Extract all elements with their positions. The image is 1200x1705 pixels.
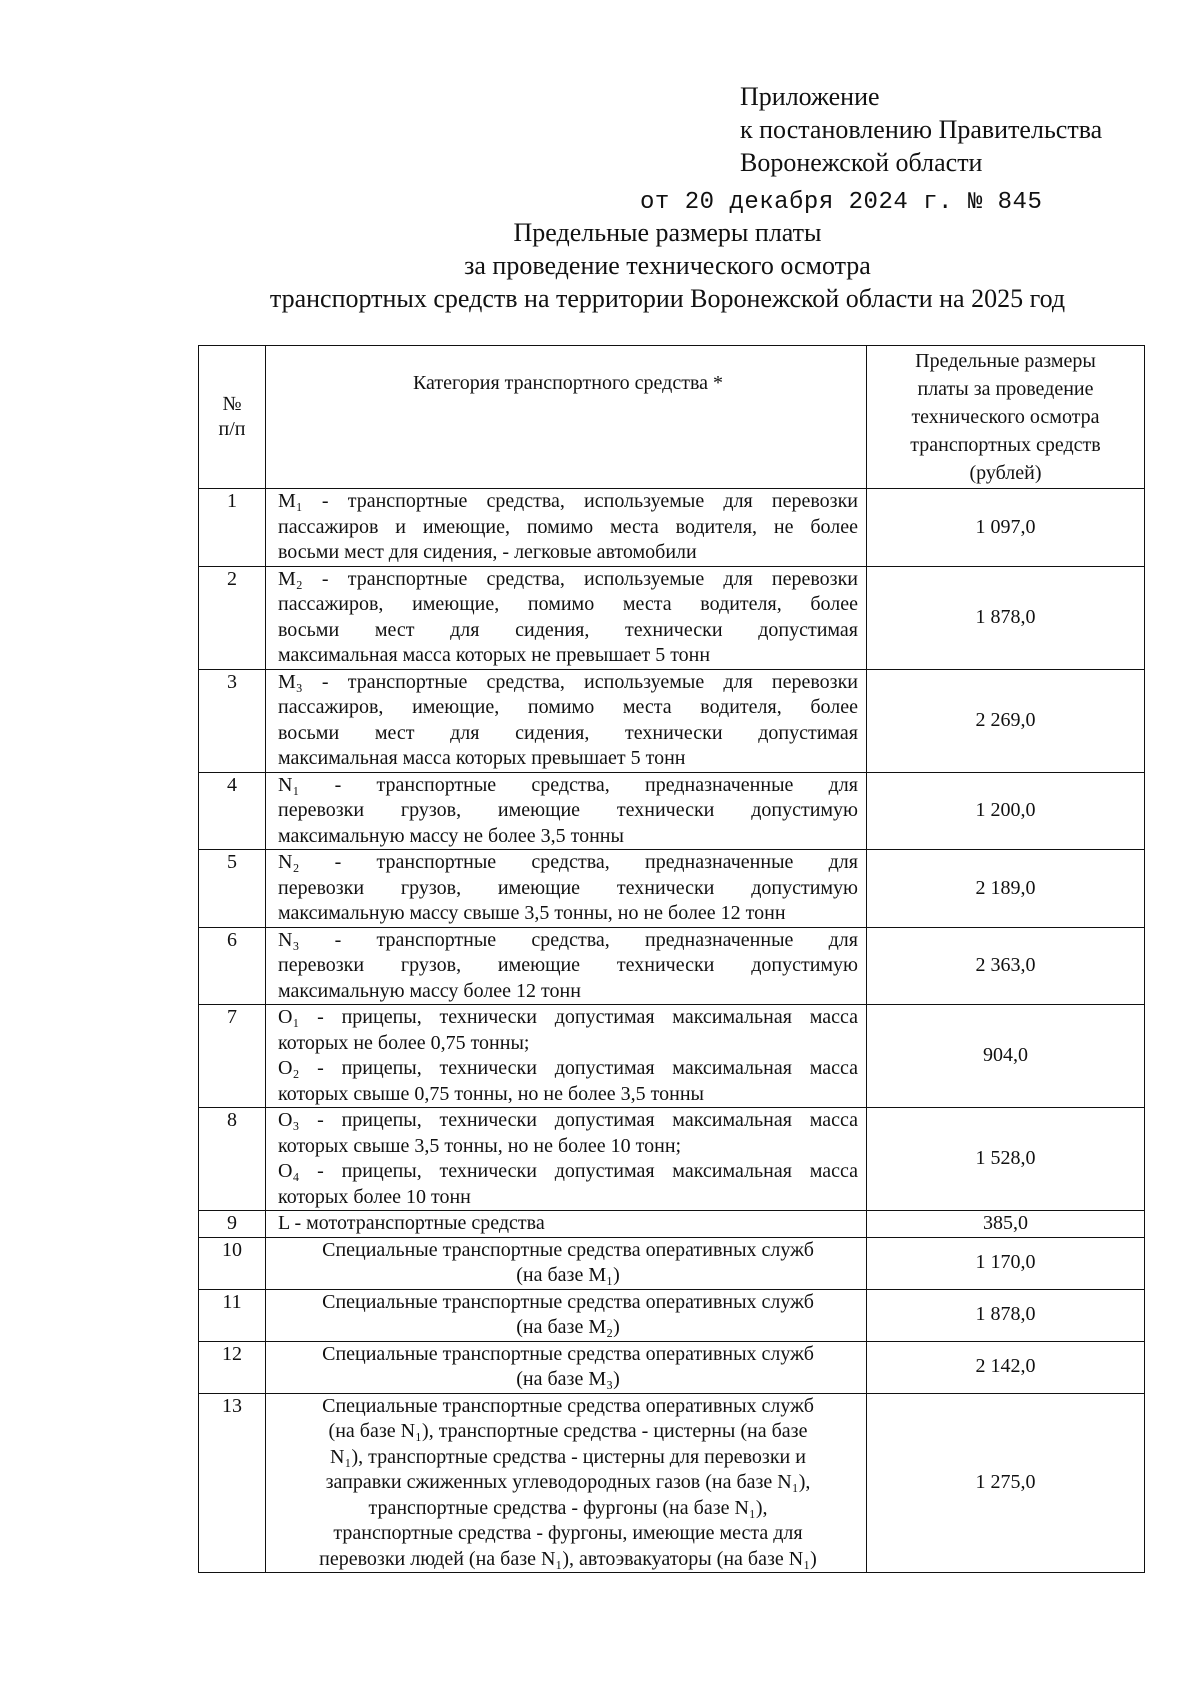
category-line: перевозки грузов, имеющие технически допустимую <box>278 799 858 821</box>
category-line: пассажиров и имеющие, помимо места водителя, не более <box>278 515 858 538</box>
header-price-line: технического осмотра <box>911 406 1100 428</box>
title-line: транспортных средств на территории Воронежской области на 2025 год <box>269 284 1066 313</box>
table-row <box>199 1211 1145 1238</box>
table-row <box>199 927 1145 1005</box>
category-line: перевозки грузов, имеющие технически допустимую <box>278 954 858 976</box>
row-price: 385,0 <box>867 1211 1145 1238</box>
row-number: 2 <box>199 566 266 669</box>
category-line: N₂ - транспортные средства, предназначенные для <box>278 851 858 873</box>
category-line: N₃ - транспортные средства, предназначенные для <box>278 928 858 951</box>
category-line: Специальные транспортные средства оперативных служб <box>322 1394 814 1417</box>
table-row <box>199 1108 1145 1211</box>
decree-date-number: от 20 декабря 2024 г. № 845 <box>640 189 1043 216</box>
row-price: 1 878,0 <box>867 566 1145 669</box>
row-category <box>266 850 867 928</box>
category-line: N₁), транспортные средства - цистерны для перевозки и <box>330 1445 806 1468</box>
table-row <box>199 1005 1145 1108</box>
category-line: O₂ - прицепы, технически допустимая максимальная масса <box>278 1057 858 1079</box>
header-number <box>199 346 266 489</box>
category-line: (на базе M₂) <box>516 1316 620 1338</box>
row-number: 13 <box>199 1393 266 1573</box>
category-line: пассажиров, имеющие, помимо места водителя, более <box>278 696 858 718</box>
appendix-line: Воронежской области <box>740 148 983 177</box>
row-number: 8 <box>199 1108 266 1211</box>
row-price: 2 363,0 <box>867 927 1145 1005</box>
row-category <box>266 772 867 850</box>
header-number-line: п/п <box>218 418 246 440</box>
row-category <box>266 1237 867 1289</box>
category-line: максимальная масса которых превышает 5 тонн <box>278 747 686 769</box>
row-price: 904,0 <box>867 1005 1145 1108</box>
row-category <box>266 1289 867 1341</box>
header-category <box>266 346 867 489</box>
row-price: 2 142,0 <box>867 1341 1145 1393</box>
category-line: заправки сжиженных углеводородных газов (на базе N₁), <box>325 1471 811 1493</box>
row-price: 1 170,0 <box>867 1237 1145 1289</box>
title-line: Предельные размеры платы <box>513 218 822 247</box>
row-category <box>266 669 867 772</box>
category-line: восьми мест для сидения, технически допустимая <box>278 721 858 744</box>
category-line: транспортные средства - фургоны (на базе N₁), <box>368 1496 768 1519</box>
category-line: M₁ - транспортные средства, используемые для перевозки <box>278 490 858 512</box>
row-category <box>266 1108 867 1211</box>
appendix-block <box>740 80 1102 179</box>
header-price-line: транспортных средств <box>910 434 1101 456</box>
row-price: 1 528,0 <box>867 1108 1145 1211</box>
header-category-label: Категория транспортного средства * <box>412 372 724 394</box>
row-category <box>266 489 867 567</box>
row-number: 12 <box>199 1341 266 1393</box>
category-line: (на базе N₁), транспортные средства - цистерны (на базе <box>328 1420 808 1442</box>
category-line: которых не более 0,75 тонны; <box>278 1031 530 1054</box>
table-row <box>199 566 1145 669</box>
row-number: 6 <box>199 927 266 1005</box>
category-line: восьми мест для сидения, технически допустимая <box>278 618 858 641</box>
row-number: 11 <box>199 1289 266 1341</box>
category-line: перевозки людей (на базе N₁), автоэвакуаторы (на базе N₁) <box>319 1547 817 1570</box>
row-number: 3 <box>199 669 266 772</box>
table-row <box>199 772 1145 850</box>
category-line: транспортные средства - фургоны, имеющие места для <box>333 1522 803 1544</box>
row-category <box>266 1393 867 1573</box>
header-price <box>867 346 1145 489</box>
row-number: 5 <box>199 850 266 928</box>
appendix-line: Приложение <box>740 82 880 111</box>
appendix-line: к постановлению Правительства <box>740 115 1103 144</box>
row-price: 1 275,0 <box>867 1393 1145 1573</box>
title-line: за проведение технического осмотра <box>464 251 871 280</box>
category-line: пассажиров, имеющие, помимо места водителя, более <box>278 593 858 615</box>
category-line: которых более 10 тонн <box>278 1185 471 1208</box>
row-price: 2 269,0 <box>867 669 1145 772</box>
category-line: O₄ - прицепы, технически допустимая максимальная масса <box>278 1160 858 1182</box>
category-line: M₃ - транспортные средства, используемые для перевозки <box>278 670 858 693</box>
table-row <box>199 669 1145 772</box>
category-line: которых свыше 0,75 тонны, но не более 3,5 тонны <box>278 1082 704 1105</box>
table-header-row <box>199 346 1145 489</box>
category-line: (на базе M₃) <box>516 1368 620 1390</box>
category-line: перевозки грузов, имеющие технически допустимую <box>278 876 858 899</box>
category-line: O₃ - прицепы, технически допустимая максимальная масса <box>278 1109 858 1131</box>
category-line: максимальную массу свыше 3,5 тонны, но не более 12 тонн <box>278 902 786 924</box>
category-line: M₂ - транспортные средства, используемые для перевозки <box>278 567 858 590</box>
row-category <box>266 566 867 669</box>
row-price: 1 878,0 <box>867 1289 1145 1341</box>
table-row <box>199 1289 1145 1341</box>
table-row <box>199 850 1145 928</box>
row-number: 1 <box>199 489 266 567</box>
row-number: 10 <box>199 1237 266 1289</box>
row-category <box>266 1211 867 1238</box>
category-line: максимальную массу не более 3,5 тонны <box>278 824 624 847</box>
category-line: Специальные транспортные средства оперативных служб <box>322 1342 814 1365</box>
category-line: Специальные транспортные средства оперативных служб <box>322 1238 814 1261</box>
category-line: O₁ - прицепы, технически допустимая максимальная масса <box>278 1006 858 1028</box>
row-price: 2 189,0 <box>867 850 1145 928</box>
category-line: максимальная масса которых не превышает 5 тонн <box>278 644 711 666</box>
fee-table <box>198 345 1145 1573</box>
row-number: 9 <box>199 1211 266 1238</box>
category-line: L - мототранспортные средства <box>278 1212 545 1234</box>
header-number-line: № <box>222 392 242 415</box>
fee-table-wrapper <box>198 345 1145 1573</box>
row-number: 4 <box>199 772 266 850</box>
category-line: (на базе M₁) <box>516 1264 620 1286</box>
category-line: максимальную массу более 12 тонн <box>278 979 581 1002</box>
table-body <box>199 489 1145 1573</box>
category-line: восьми мест для сидения, - легковые автомобили <box>278 541 697 563</box>
row-price: 1 200,0 <box>867 772 1145 850</box>
table-row <box>199 1237 1145 1289</box>
row-price: 1 097,0 <box>867 489 1145 567</box>
header-price-line: (рублей) <box>969 462 1042 484</box>
row-category <box>266 927 867 1005</box>
row-category <box>266 1005 867 1108</box>
table-row <box>199 1341 1145 1393</box>
document-title <box>0 216 1200 315</box>
category-line: которых свыше 3,5 тонны, но не более 10 тонн; <box>278 1134 682 1157</box>
row-number: 7 <box>199 1005 266 1108</box>
row-category <box>266 1341 867 1393</box>
table-row <box>199 1393 1145 1573</box>
category-line: Специальные транспортные средства оперативных служб <box>322 1290 814 1313</box>
header-price-line: платы за проведение <box>917 378 1094 400</box>
header-price-line: Предельные размеры <box>915 350 1096 372</box>
table-row <box>199 489 1145 567</box>
category-line: N₁ - транспортные средства, предназначенные для <box>278 773 858 796</box>
